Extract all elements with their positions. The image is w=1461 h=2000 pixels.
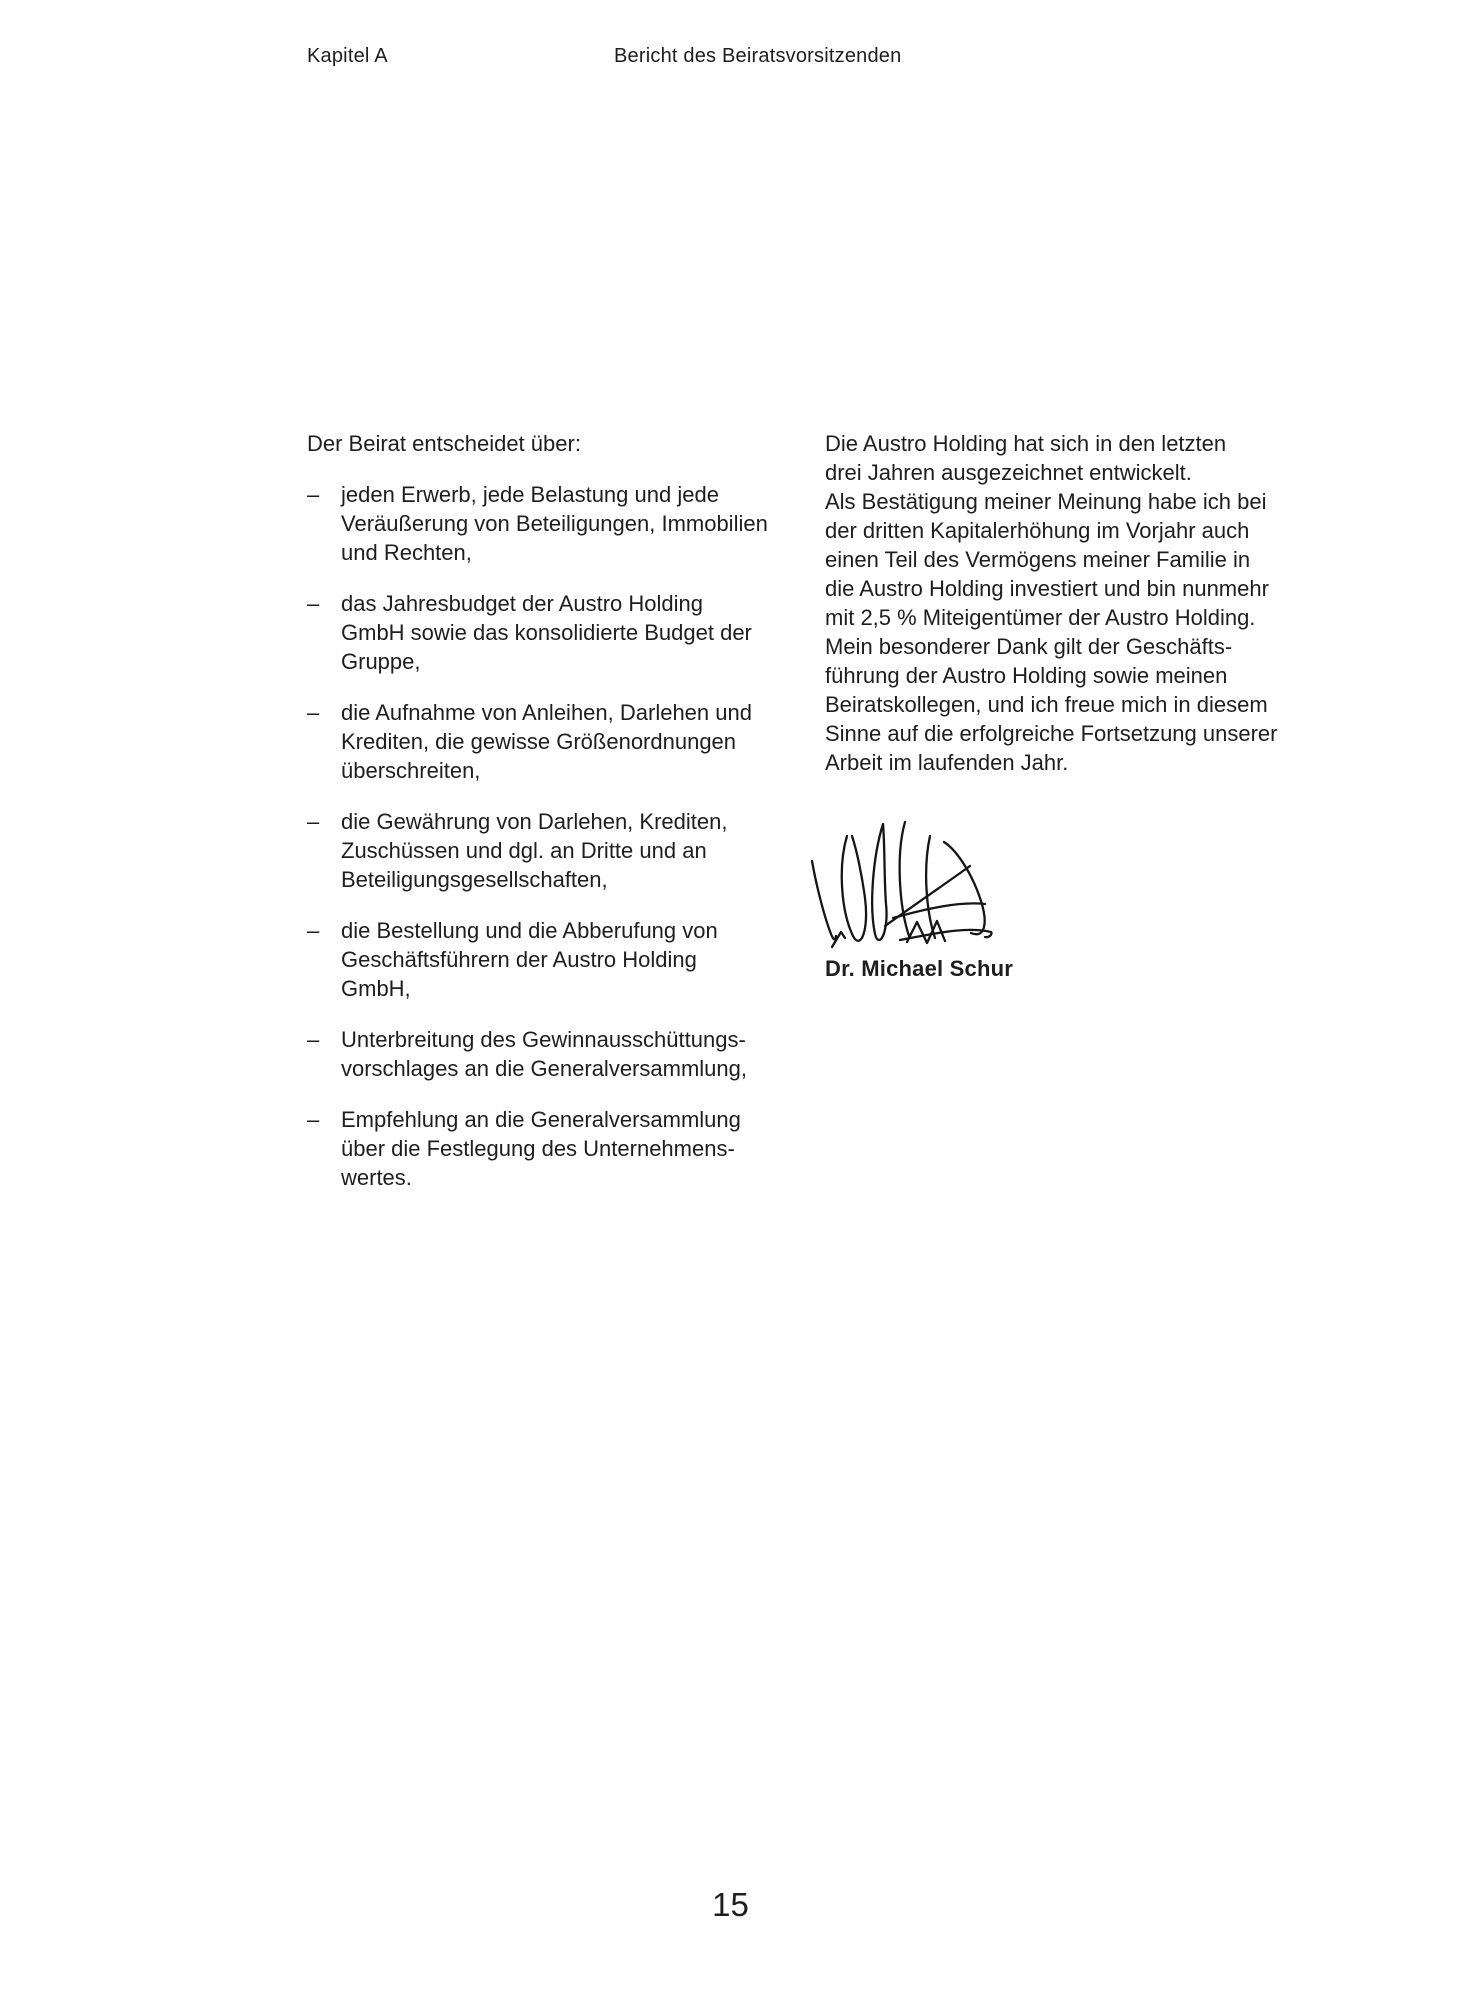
text-line: GmbH, — [341, 976, 411, 1001]
text-line: Krediten, die gewisse Größenordnungen — [341, 729, 737, 754]
text-line: Mein besonderer Dank gilt der Geschäfts- — [825, 634, 1233, 659]
list-item-text — [341, 698, 822, 785]
signature-scribble — [795, 806, 1025, 956]
text-line: überschreiten, — [341, 758, 481, 783]
text-line: einen Teil des Vermögens meiner Familie in — [825, 547, 1251, 572]
left-column — [307, 429, 822, 1192]
list-dash-marker: – — [307, 482, 320, 507]
text-line: und Rechten, — [341, 540, 472, 565]
list-dash-marker: – — [307, 809, 320, 834]
left-column-heading: Der Beirat entscheidet über: — [307, 431, 581, 456]
text-line: die Austro Holding investiert und bin nunmehr — [825, 576, 1269, 601]
list-dash-marker: – — [307, 591, 320, 616]
list-item — [307, 480, 822, 567]
list-dash-marker: – — [307, 1027, 320, 1052]
text-line: Zuschüssen und dgl. an Dritte und an — [341, 838, 707, 863]
text-line: mit 2,5 % Miteigentümer der Austro Holding. — [825, 605, 1256, 630]
list-item — [307, 698, 822, 785]
text-line: Veräußerung von Beteiligungen, Immobilien — [341, 511, 768, 536]
text-line: wertes. — [341, 1165, 412, 1190]
signature-name: Dr. Michael Schur — [825, 956, 1014, 981]
list-item — [307, 1025, 822, 1083]
text-line: Die Austro Holding hat sich in den letzten — [825, 431, 1227, 456]
text-line: Beiratskollegen, und ich freue mich in diesem — [825, 692, 1268, 717]
text-line: Gruppe, — [341, 649, 421, 674]
text-line: Geschäftsführern der Austro Holding — [341, 947, 697, 972]
text-line: jeden Erwerb, jede Belastung und jede — [341, 482, 719, 507]
decision-list — [307, 480, 822, 1192]
text-line: drei Jahren ausgezeichnet entwickelt. — [825, 460, 1192, 485]
chairman-statement-paragraph — [825, 429, 1315, 777]
list-item-text — [341, 480, 822, 567]
list-dash-marker: – — [307, 918, 320, 943]
text-line: die Gewährung von Darlehen, Krediten, — [341, 809, 728, 834]
text-line: die Aufnahme von Anleihen, Darlehen und — [341, 700, 752, 725]
text-line: Als Bestätigung meiner Meinung habe ich bei — [825, 489, 1267, 514]
list-item — [307, 807, 822, 894]
list-dash-marker: – — [307, 700, 320, 725]
list-item-text — [341, 807, 822, 894]
list-item-text — [341, 916, 822, 1003]
list-dash-marker: – — [307, 1107, 320, 1132]
text-line: Empfehlung an die Generalversammlung — [341, 1107, 741, 1132]
text-line: der dritten Kapitalerhöhung im Vorjahr auch — [825, 518, 1250, 543]
text-line: Unterbreitung des Gewinnausschüttungs- — [341, 1027, 746, 1052]
text-line: Beteiligungsgesellschaften, — [341, 867, 608, 892]
list-item-text — [341, 589, 822, 676]
header-chapter-label: Kapitel A — [307, 45, 388, 67]
text-line: die Bestellung und die Abberufung von — [341, 918, 718, 943]
text-line: führung der Austro Holding sowie meinen — [825, 663, 1228, 688]
list-item — [307, 589, 822, 676]
text-line: Arbeit im laufenden Jahr. — [825, 750, 1069, 775]
list-item-text — [341, 1105, 822, 1192]
header-page-title: Bericht des Beiratsvorsitzenden — [614, 45, 902, 67]
page-number: 15 — [712, 1886, 749, 1923]
text-line: GmbH sowie das konsolidierte Budget der — [341, 620, 752, 645]
text-line: vorschlages an die Generalversammlung, — [341, 1056, 747, 1081]
text-line: über die Festlegung des Unternehmens- — [341, 1136, 735, 1161]
list-item — [307, 916, 822, 1003]
list-item — [307, 1105, 822, 1192]
list-item-text — [341, 1025, 822, 1083]
text-line: Sinne auf die erfolgreiche Fortsetzung unserer — [825, 721, 1278, 746]
text-line: das Jahresbudget der Austro Holding — [341, 591, 704, 616]
